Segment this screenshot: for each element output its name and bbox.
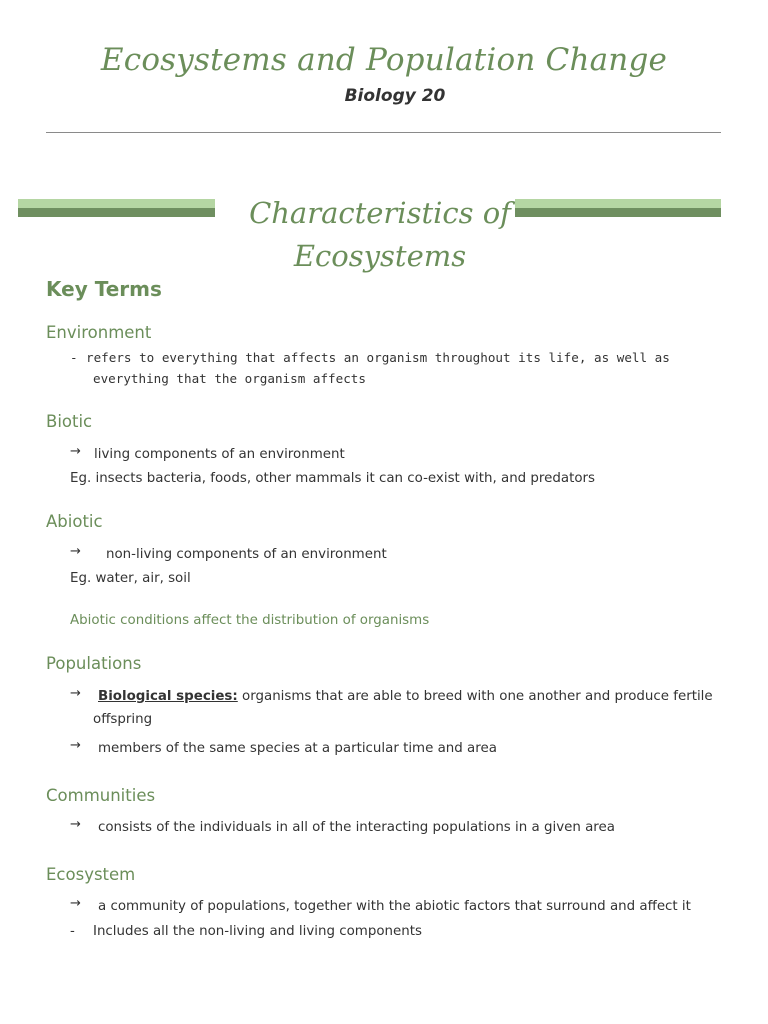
biotic-definition: living components of an environment	[94, 447, 345, 462]
key-terms-heading: Key Terms	[46, 277, 162, 301]
populations-definition-1	[98, 689, 713, 704]
biotic-example: Eg. insects bacteria, foods, other mammals it can co-exist with, and predators	[70, 471, 596, 486]
term-ecosystem: Ecosystem	[46, 865, 136, 884]
ecosystem-definition-2: Includes all the non-living and living components	[93, 924, 422, 939]
populations-definition-1-continued: offspring	[93, 712, 153, 727]
biological-species-label: Biological species:	[98, 689, 238, 704]
arrow-icon: →	[70, 817, 81, 832]
arrow-icon: →	[70, 544, 81, 559]
term-communities: Communities	[46, 786, 156, 805]
populations-definition-1-text: organisms that are able to breed with one another and produce fertile	[242, 689, 713, 704]
environment-dash: -	[70, 350, 78, 365]
document-subtitle: Biology 20	[344, 86, 446, 106]
term-abiotic: Abiotic	[46, 512, 103, 531]
term-biotic: Biotic	[46, 412, 93, 431]
abiotic-definition: non-living components of an environment	[106, 547, 387, 562]
ecosystem-definition: a community of populations, together with the abiotic factors that surround and affect it	[98, 899, 691, 914]
arrow-icon: →	[70, 896, 81, 911]
arrow-icon: →	[70, 444, 81, 459]
header-divider	[46, 132, 721, 133]
environment-definition-line-1: refers to everything that affects an organism throughout its life, as well as	[86, 350, 670, 365]
communities-definition: consists of the individuals in all of the interacting populations in a given area	[98, 820, 615, 835]
document-title: Ecosystems and Population Change	[100, 42, 668, 78]
arrow-icon: →	[70, 738, 81, 753]
populations-definition-2: members of the same species at a particular time and area	[98, 741, 497, 756]
term-populations: Populations	[46, 654, 142, 673]
term-environment: Environment	[46, 323, 152, 342]
environment-definition-line-2: everything that the organism affects	[93, 371, 366, 386]
abiotic-note: Abiotic conditions affect the distribution of organisms	[70, 613, 430, 628]
section-title-line-2: Ecosystems	[293, 239, 467, 273]
arrow-icon: →	[70, 686, 81, 701]
section-title-line-1: Characteristics of	[249, 196, 511, 230]
abiotic-example: Eg. water, air, soil	[70, 571, 191, 586]
section-title	[180, 192, 580, 278]
ecosystem-dash: -	[70, 924, 75, 939]
